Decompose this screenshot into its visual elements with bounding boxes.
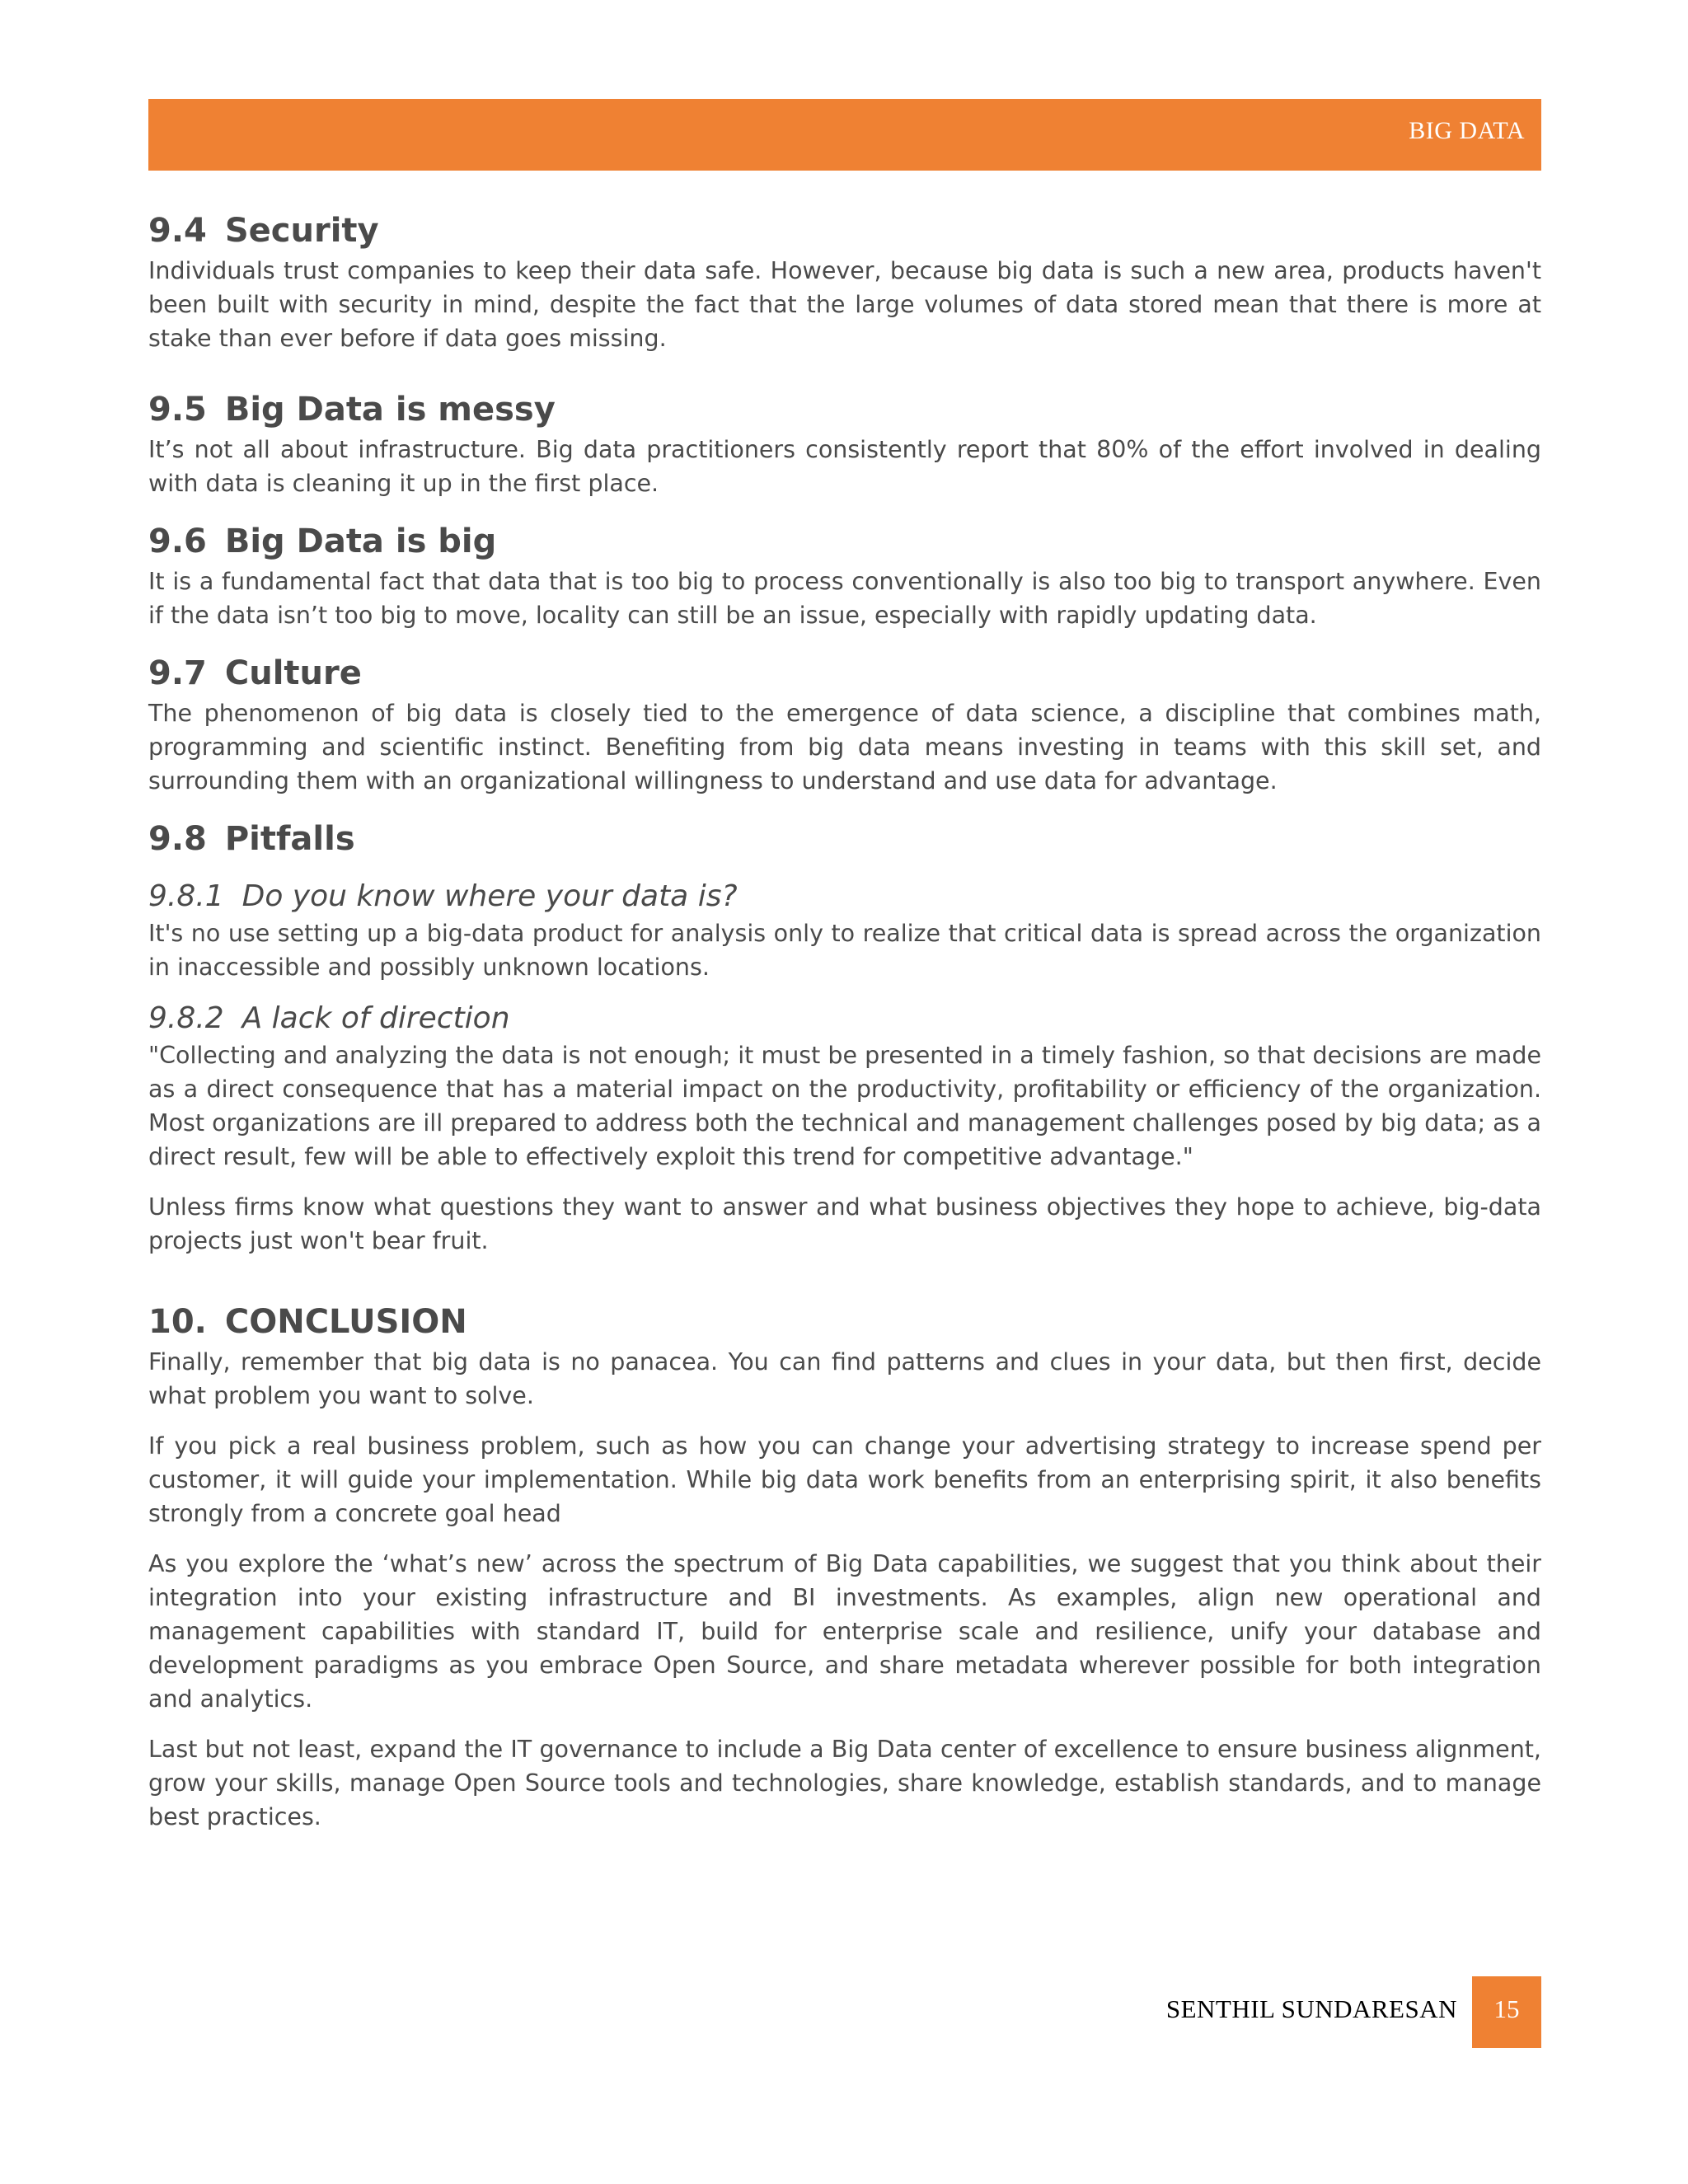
- header-bar: [148, 99, 1541, 171]
- section-number: 9.4: [148, 212, 207, 250]
- section-paragraph: If you pick a real business problem, such as how you can change your advertising strategy to increase spend per customer, it will guide your implementation. While big data work benefits from an enterprising spirit, it also benefits strongly from a concrete goal head: [148, 1432, 1541, 1527]
- section-paragraph: Individuals trust companies to keep their data safe. However, because big data is such a new area, products haven't been built with security in mind, despite the fact that the large volumes of data stored mean that there is more at stake than ever before if data goes missing.: [148, 257, 1541, 352]
- section-paragraph: The phenomenon of big data is closely tied to the emergence of data science, a discipline that combines math, programming and scientific instinct. Benefiting from big data means investing in teams with this skill set, and surrounding them with an organizational willingness to understand and use data for advantage.: [148, 700, 1541, 794]
- page-number: 15: [1493, 1994, 1520, 2023]
- section-paragraph: It's no use setting up a big-data product for analysis only to realize that critical data is spread across the organization in inaccessible and possibly unknown locations.: [148, 920, 1541, 981]
- page-content: [148, 208, 1541, 1834]
- section-number: 9.5: [148, 391, 207, 429]
- subsection-title: A lack of direction: [241, 1001, 510, 1035]
- page-number-badge: [1472, 1976, 1541, 2048]
- section-paragraph: Unless firms know what questions they want to answer and what business objectives they hope to achieve, big-data projects just won't bear fruit.: [148, 1193, 1541, 1254]
- section-title: Big Data is messy: [224, 391, 556, 429]
- section-number: 9.7: [148, 654, 207, 692]
- section-paragraph: As you explore the ‘what’s new’ across the spectrum of Big Data capabilities, we suggest that you think about their integration into your existing infrastructure and BI investments. As examples, align new operational and management capabilities with standard IT, build for enterprise scale and resilience, unify your database and development paradigms as you embrace Open Source, and share metadata wherever possible for both integration and analytics.: [148, 1550, 1541, 1713]
- footer-author: SENTHIL SUNDARESAN: [1165, 1994, 1457, 2023]
- section-number: 10.: [148, 1303, 207, 1341]
- section-heading-conclusion: [148, 1299, 1541, 1345]
- section-paragraph: "Collecting and analyzing the data is not enough; it must be presented in a timely fashion, so that decisions are made as a direct consequence that has a material impact on the productivity, profitability or efficiency of the organization. Most organizations are ill prepared to address both the technical and management challenges posed by big data; as a direct result, few will be able to effectively exploit this trend for competitive advantage.": [148, 1042, 1541, 1170]
- section-heading-messy: [148, 387, 1541, 433]
- section-heading-pitfalls: [148, 816, 1541, 862]
- section-paragraph: It’s not all about infrastructure. Big data practitioners consistently report that 80% of the effort involved in dealing with data is cleaning it up in the first place.: [148, 436, 1541, 497]
- subsection-number: 9.8.1: [148, 879, 224, 913]
- section-paragraph: Last but not least, expand the IT governance to include a Big Data center of excellence to ensure business alignment, grow your skills, manage Open Source tools and technologies, share knowledge, establish standards, and to manage best practices.: [148, 1736, 1541, 1830]
- subsection-title: Do you know where your data is?: [241, 879, 738, 913]
- running-header-title: BIG DATA: [1409, 117, 1525, 144]
- section-heading-culture: [148, 650, 1541, 696]
- section-paragraph: Finally, remember that big data is no panacea. You can find patterns and clues in your data, but then first, decide what problem you want to solve.: [148, 1348, 1541, 1409]
- section-number: 9.8: [148, 820, 207, 858]
- section-heading-big: [148, 518, 1541, 565]
- section-paragraph: It is a fundamental fact that data that is too big to process conventionally is also too big to transport anywhere. Even if the data isn’t too big to move, locality can still be an issue, especially with rapidly updating data.: [148, 568, 1541, 629]
- section-title: Big Data is big: [224, 523, 497, 560]
- section-title: Pitfalls: [224, 820, 355, 858]
- subsection-heading-direction: [148, 999, 1541, 1038]
- section-title: Security: [224, 212, 379, 250]
- section-number: 9.6: [148, 523, 207, 560]
- section-title: CONCLUSION: [224, 1303, 467, 1341]
- section-heading-security: [148, 208, 1541, 254]
- subsection-number: 9.8.2: [148, 1001, 224, 1035]
- subsection-heading-data-location: [148, 877, 1541, 916]
- section-title: Culture: [224, 654, 362, 692]
